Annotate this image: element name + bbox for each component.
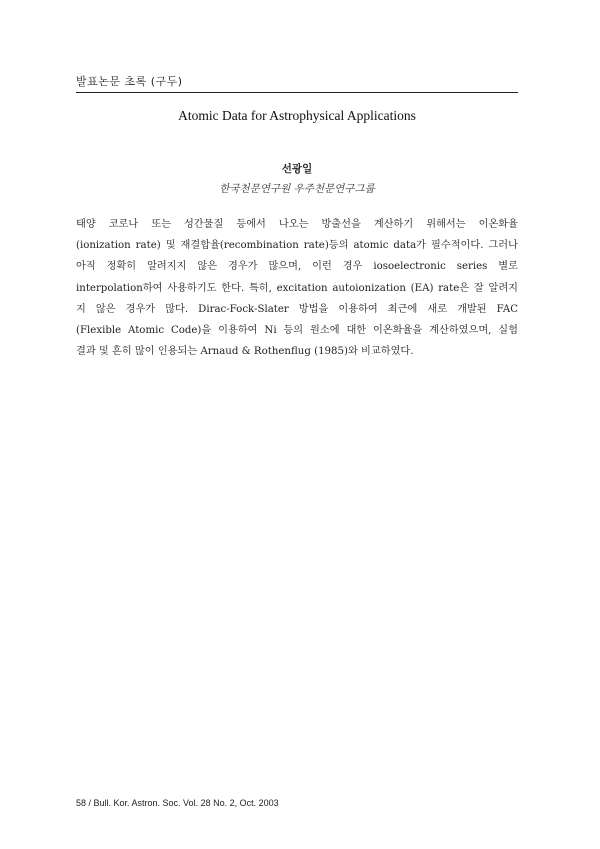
abstract-line: 아직 정확히 알려지지 않은 경우가 많으며, 이런 경우 iosoelectronic series 별로 xyxy=(76,261,518,273)
abstract-line: (ionization rate) 및 재결합율(recombination rate)등의 atomic data가 필수적이다. 그러나 xyxy=(76,240,518,252)
header-rule xyxy=(76,92,518,93)
abstract-line: 지 않은 경우가 많다. Dirac-Fock-Slater 방법을 이용하여 최근에 새로 개발된 FAC xyxy=(76,303,518,315)
footer-citation: 58 / Bull. Kor. Astron. Soc. Vol. 28 No. 2, Oct. 2003 xyxy=(76,798,279,808)
author-name: 선광일 xyxy=(281,163,313,175)
author-affiliation: 한국천문연구원 우주천문연구그룹 xyxy=(219,183,375,195)
paper-title: Atomic Data for Astrophysical Applications xyxy=(178,108,416,123)
abstract-line: (Flexible Atomic Code)을 이용하여 Ni 등의 원소에 대한 이온화율을 계산하였으며, 실험 xyxy=(76,324,518,336)
abstract-line: 태양 코로나 또는 성간물질 등에서 나오는 방출선을 계산하기 위해서는 이온화율 xyxy=(76,219,518,230)
abstract-body xyxy=(76,214,518,362)
abstract-line: 결과 및 흔히 많이 인용되는 Arnaud & Rothenflug (1985)와 비교하였다. xyxy=(76,346,414,358)
abstract-line: interpolation하여 사용하기도 한다. 특히, excitation autoionization (EA) rate은 잘 알려지 xyxy=(76,282,518,294)
section-header: 발표논문 초록 (구두) xyxy=(76,75,183,88)
